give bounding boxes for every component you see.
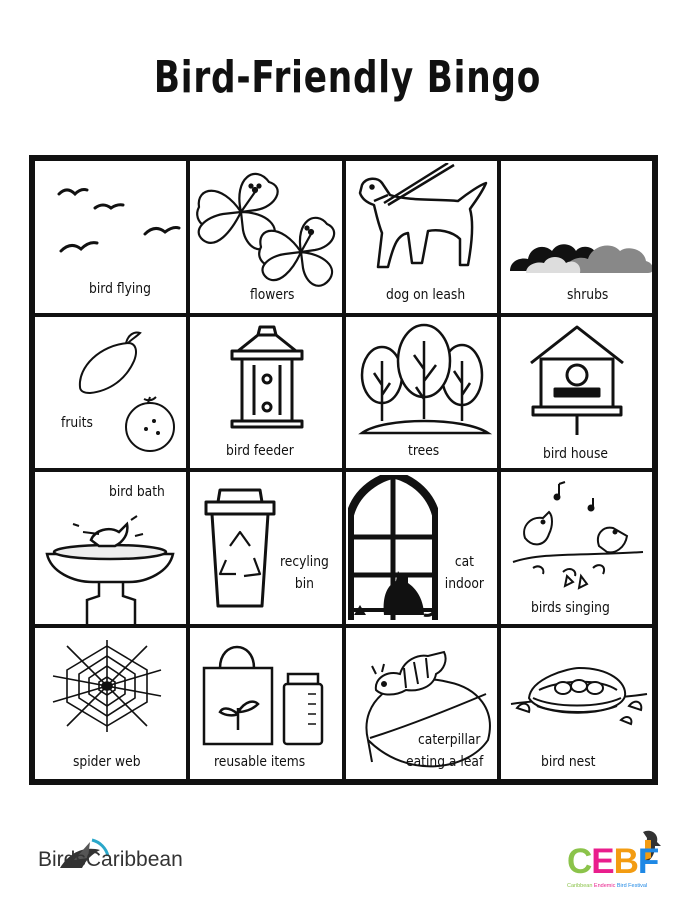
bird-nest-icon [509, 658, 649, 738]
bingo-cell-cat-indoor[interactable] [343, 469, 500, 627]
fruits-icon [40, 317, 189, 467]
bingo-cell-bird-house[interactable] [498, 314, 655, 472]
bingo-cell-reusable-items[interactable] [187, 625, 344, 783]
cell-label: bird bath [109, 484, 165, 500]
cebf-subtitle-2: Endemic [593, 883, 616, 889]
trees-icon [354, 321, 494, 441]
cell-label-line2: bin [295, 576, 315, 592]
birds-caribbean-wordmark [38, 848, 183, 872]
logo-text-birds: Birds [38, 848, 86, 871]
spider-web-icon [49, 638, 179, 738]
cebf-subtitle [567, 883, 647, 889]
cebf-subtitle-1: Caribbean [567, 883, 593, 889]
caterpillar-icon [348, 630, 498, 770]
bingo-cell-bird-feeder[interactable] [187, 314, 344, 472]
bingo-cell-shrubs[interactable] [498, 158, 655, 316]
shrubs-icon [506, 221, 655, 281]
logo-text-caribbean: Caribbean [85, 848, 183, 871]
bingo-cell-bird-nest[interactable] [498, 625, 655, 783]
cell-label-line1: cat [454, 554, 474, 570]
cell-label: birds singing [530, 600, 610, 616]
cebf-letter-b: B [613, 842, 638, 881]
recycling-bin-icon [200, 486, 280, 611]
bird-house-icon [527, 321, 627, 436]
cell-label: shrubs [566, 287, 609, 303]
cebf-subtitle-3: Bird Festival [616, 883, 648, 889]
cell-label-line1: caterpillar [417, 731, 481, 748]
page-title: Bird-Friendly Bingo [153, 52, 542, 103]
birds-flying-icon [45, 176, 189, 276]
hibiscus-flowers-icon [193, 164, 343, 289]
bird-feeder-icon [222, 321, 312, 441]
cebf-logo [567, 842, 658, 882]
cell-label-line2: eating a leaf [405, 753, 483, 770]
cell-label: spider web [73, 753, 141, 770]
bingo-cell-recycling-bin[interactable] [187, 469, 344, 627]
cell-label: bird nest [540, 753, 596, 770]
bird-bath-icon [43, 506, 183, 626]
cell-label: fruits [61, 414, 93, 431]
cell-label: bird house [542, 445, 608, 462]
reusable-items-icon [196, 634, 336, 749]
bingo-cell-bird-bath[interactable] [32, 469, 189, 627]
cell-label: dog on leash [385, 287, 465, 303]
cebf-letter-c: C [567, 842, 592, 881]
bingo-cell-birds-singing[interactable] [498, 469, 655, 627]
dog-on-leash-icon [348, 163, 500, 288]
bingo-cell-trees[interactable] [343, 314, 500, 472]
cell-label: bird feeder [226, 442, 295, 459]
bingo-cell-bird-flying[interactable] [32, 158, 189, 316]
cat-indoor-icon [348, 475, 438, 620]
cebf-letter-e: E [591, 842, 614, 881]
cell-label-line1: recyling [280, 554, 330, 570]
bingo-cell-fruits[interactable] [32, 314, 189, 472]
birds-singing-icon [503, 476, 653, 596]
bingo-board [29, 155, 658, 785]
cell-label: trees [407, 442, 439, 459]
bingo-cell-dog-on-leash[interactable] [343, 158, 500, 316]
bingo-cell-caterpillar[interactable] [343, 625, 500, 783]
cell-label: reusable items [214, 753, 306, 770]
cebf-letter-f: F [637, 842, 659, 881]
cell-label: bird flying [89, 281, 151, 297]
bingo-cell-spider-web[interactable] [32, 625, 189, 783]
bingo-cell-flowers[interactable] [187, 158, 344, 316]
cell-label: flowers [250, 287, 295, 303]
cell-label-line2: indoor [444, 576, 484, 592]
